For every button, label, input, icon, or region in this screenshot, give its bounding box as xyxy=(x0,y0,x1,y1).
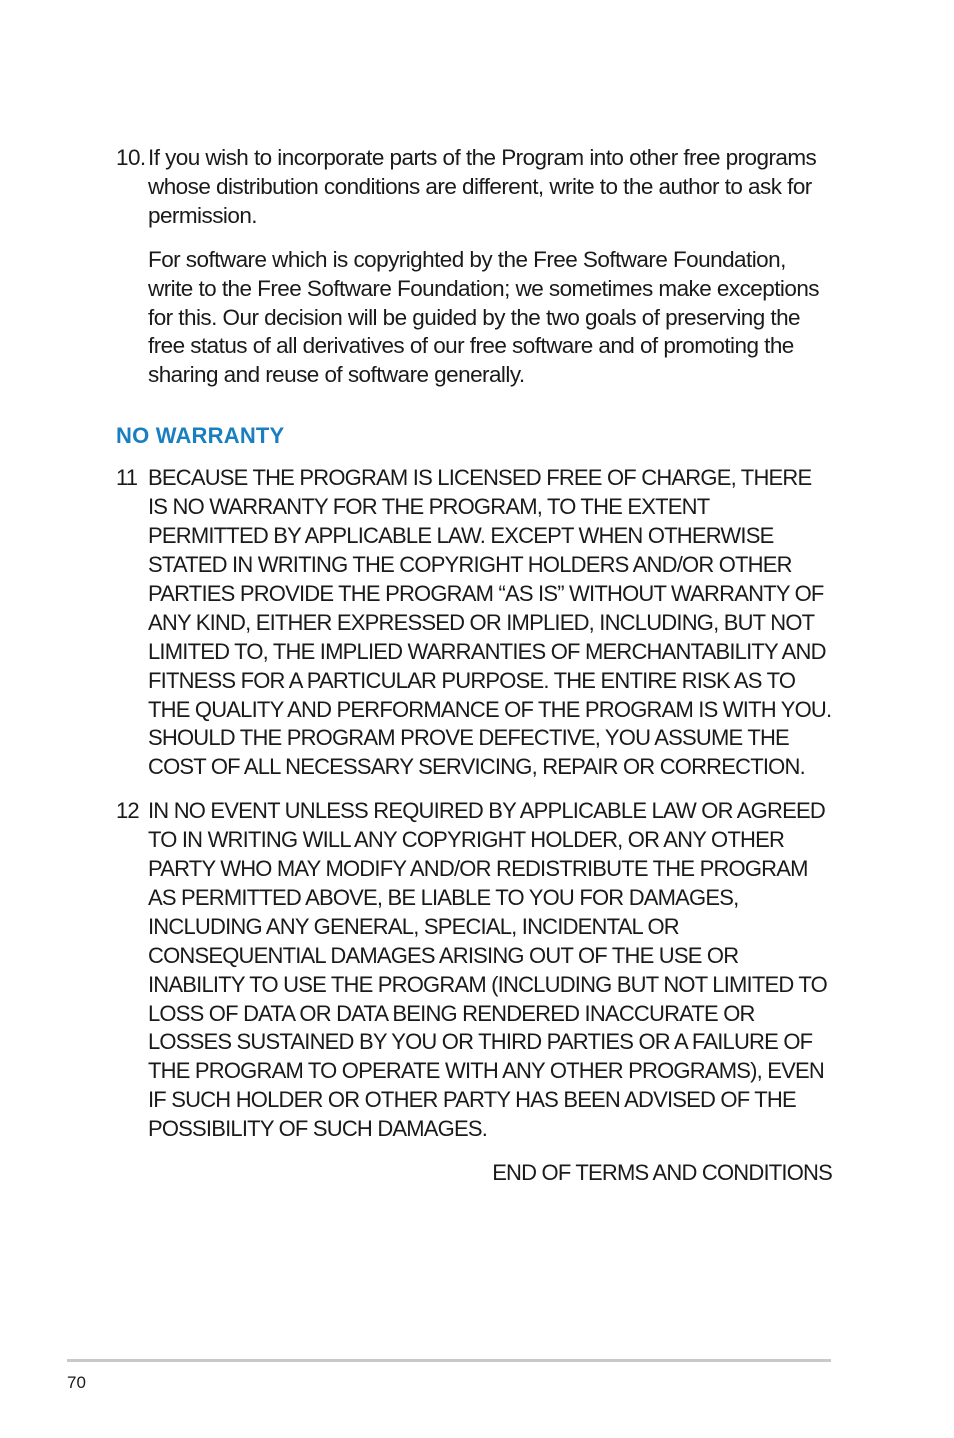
section-heading-no-warranty: NO WARRANTY xyxy=(116,423,285,449)
end-of-terms: END OF TERMS AND CONDITIONS xyxy=(492,1160,832,1186)
list-item-11 xyxy=(116,464,832,782)
list-item-10 xyxy=(116,144,832,390)
item-number: 11 xyxy=(116,465,138,491)
list-item-12 xyxy=(116,797,832,1144)
item-12-text: IN NO EVENT UNLESS REQUIRED BY APPLICABLE LAW OR AGREED TO IN WRITING WILL ANY COPYRIGHT HOLDER, OR ANY OTHER PARTY WHO MAY MODIFY AND/OR REDISTRIBUTE THE PROGRAM AS PERMITTED ABOVE, BE LIABLE TO YOU FOR DAMAGES, INCLUDING ANY GENERAL, SPECIAL, INCIDENTAL OR CONSEQUENTIAL DAMAGES ARISING OUT OF THE USE OR INABILITY TO USE THE PROGRAM (INCLUDING BUT NOT LIMITED TO LOSS OF DATA OR DATA BEING RENDERED INACCURATE OR LOSSES SUSTAINED BY YOU OR THIRD PARTIES OR A FAILURE OF THE PROGRAM TO OPERATE WITH ANY OTHER PROGRAMS), EVEN IF SUCH HOLDER OR OTHER PARTY HAS BEEN ADVISED OF THE POSSIBILITY OF SUCH DAMAGES. xyxy=(148,798,827,1142)
document-body xyxy=(116,144,832,1188)
page-number: 70 xyxy=(67,1373,86,1392)
footer-divider xyxy=(67,1359,831,1362)
item-10-paragraph-1: If you wish to incorporate parts of the Program into other free programs whose distribution conditions are different, write to the author to ask for permission. xyxy=(148,145,817,228)
item-number: 12 xyxy=(116,798,139,824)
item-10-paragraph-2: For software which is copyrighted by the Free Software Foundation, write to the Free Software Foundation; we sometimes make exceptions for this. Our decision will be guided by the two goals of preserving the free status of all derivatives of our free software and of promoting the sharing and reuse of software generally. xyxy=(148,246,819,388)
item-number: 10. xyxy=(116,145,146,170)
item-11-text: BECAUSE THE PROGRAM IS LICENSED FREE OF CHARGE, THERE IS NO WARRANTY FOR THE PROGRAM, TO THE EXTENT PERMITTED BY APPLICABLE LAW. EXCEPT WHEN OTHERWISE STATED IN WRITING THE COPYRIGHT HOLDERS AND/OR OTHER PARTIES PROVIDE THE PROGRAM “AS IS” WITHOUT WARRANTY OF ANY KIND, EITHER EXPRESSED OR IMPLIED, INCLUDING, BUT NOT LIMITED TO, THE IMPLIED WARRANTIES OF MERCHANTABILITY AND FITNESS FOR A PARTICULAR PURPOSE. THE ENTIRE RISK AS TO THE QUALITY AND PERFORMANCE OF THE PROGRAM IS WITH YOU. SHOULD THE PROGRAM PROVE DEFECTIVE, YOU ASSUME THE COST OF ALL NECESSARY SERVICING, REPAIR OR CORRECTION. xyxy=(148,465,832,780)
